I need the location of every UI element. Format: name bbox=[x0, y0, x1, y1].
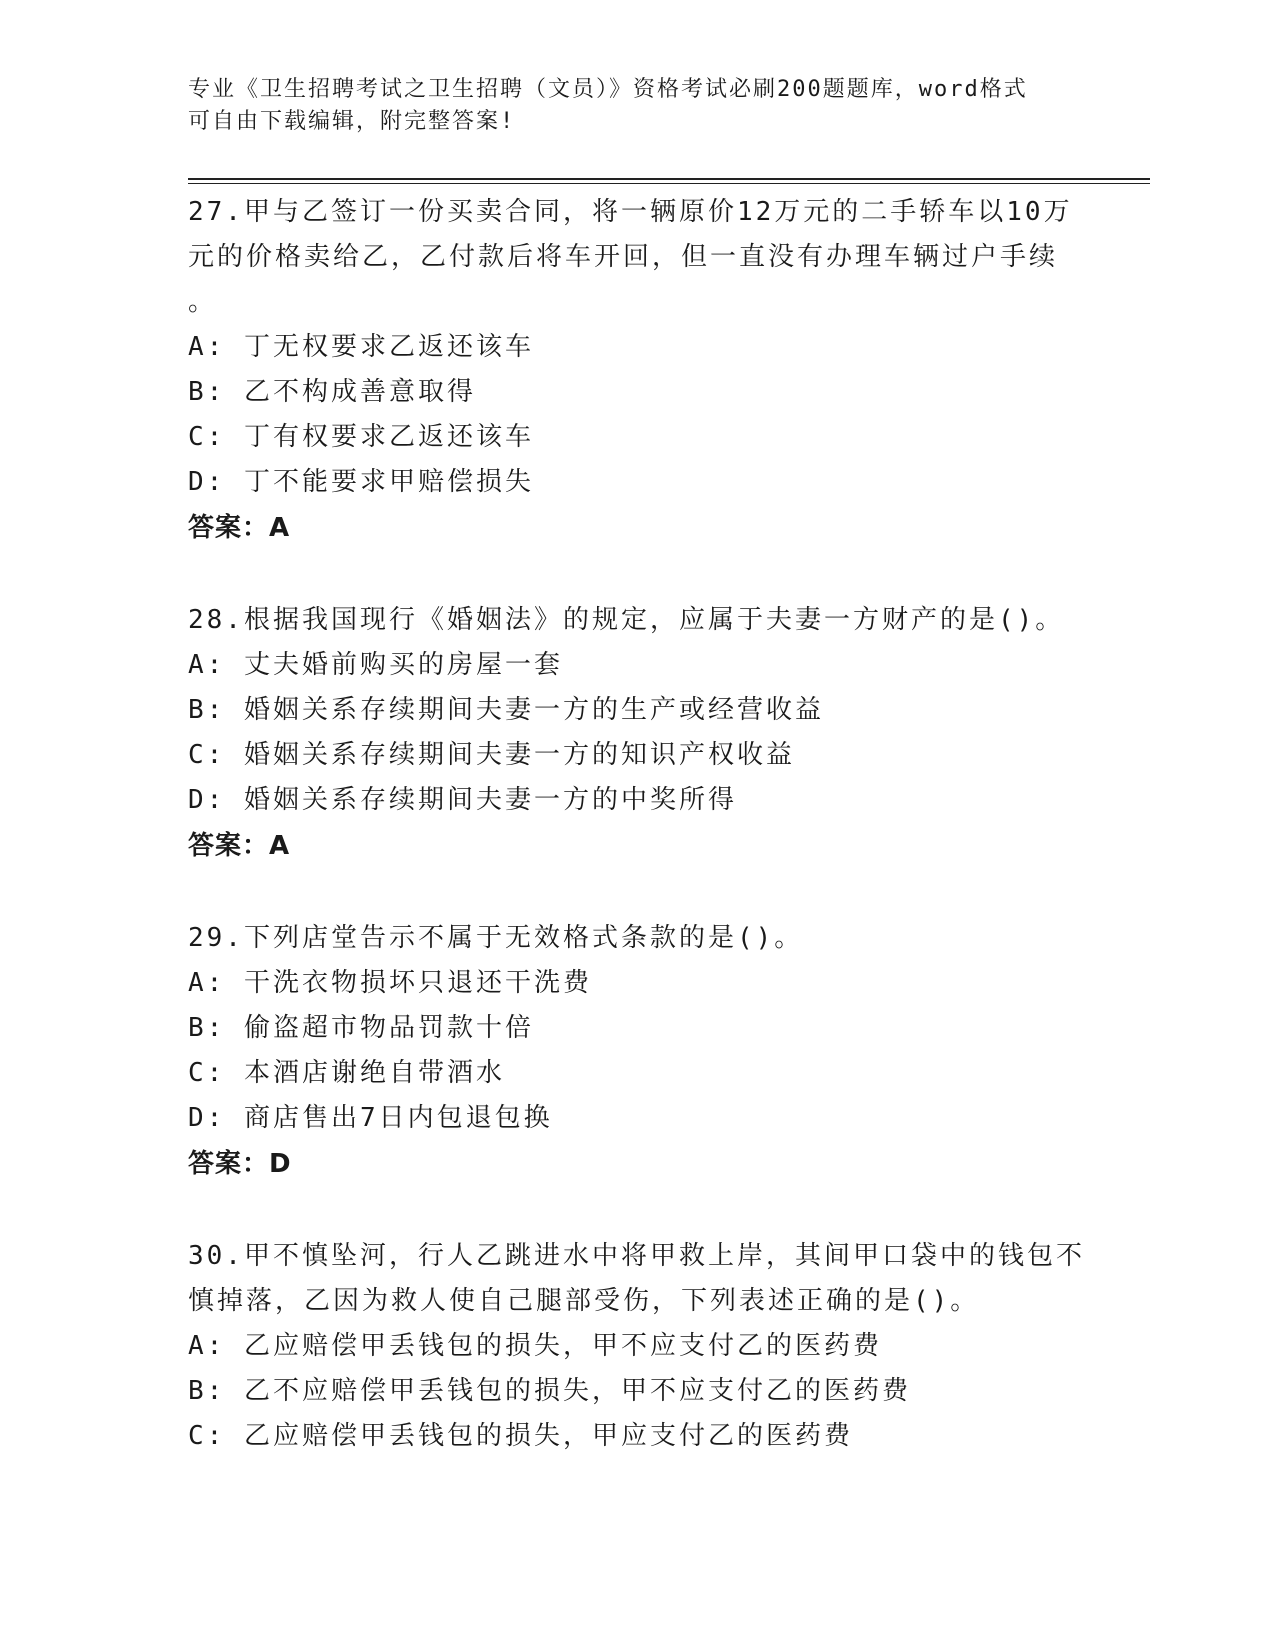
option-b: B: 婚姻关系存续期间夫妻一方的生产或经营收益 bbox=[188, 695, 824, 725]
option-d: D: 婚姻关系存续期间夫妻一方的中奖所得 bbox=[188, 785, 737, 815]
option-b: B: 乙不构成善意取得 bbox=[188, 377, 476, 407]
option-c: C: 丁有权要求乙返还该车 bbox=[188, 422, 534, 452]
question-28 bbox=[188, 598, 1088, 869]
question-stem-line: 27.甲与乙签订一份买卖合同，将一辆原价12万元的二手轿车以10万 bbox=[188, 197, 1073, 227]
question-stem-line: 30.甲不慎坠河，行人乙跳进水中将甲救上岸，其间甲口袋中的钱包不 bbox=[188, 1241, 1085, 1271]
answer-line: 答案：A bbox=[188, 831, 291, 861]
question-stem-line: 29.下列店堂告示不属于无效格式条款的是()。 bbox=[188, 923, 804, 953]
answer-line: 答案：D bbox=[188, 1149, 292, 1179]
option-a: A: 乙应赔偿甲丢钱包的损失，甲不应支付乙的医药费 bbox=[188, 1331, 882, 1361]
option-c: C: 乙应赔偿甲丢钱包的损失，甲应支付乙的医药费 bbox=[188, 1421, 853, 1451]
option-c: C: 本酒店谢绝自带酒水 bbox=[188, 1058, 505, 1088]
question-stem-line: 28.根据我国现行《婚姻法》的规定，应属于夫妻一方财产的是()。 bbox=[188, 605, 1065, 635]
header-divider-thick bbox=[188, 178, 1150, 180]
question-27 bbox=[188, 190, 1088, 551]
header-line-1: 专业《卫生招聘考试之卫生招聘（文员）》资格考试必刷200题题库，word格式 bbox=[188, 77, 1028, 102]
option-a: A: 丈夫婚前购买的房屋一套 bbox=[188, 650, 563, 680]
answer-line: 答案：A bbox=[188, 513, 291, 543]
option-a: A: 干洗衣物损坏只退还干洗费 bbox=[188, 968, 592, 998]
question-stem-line: 慎掉落，乙因为救人使自己腿部受伤，下列表述正确的是()。 bbox=[188, 1286, 980, 1316]
option-a: A: 丁无权要求乙返还该车 bbox=[188, 332, 534, 362]
option-d: D: 商店售出7日内包退包换 bbox=[188, 1103, 553, 1133]
question-29 bbox=[188, 916, 1088, 1187]
document-header bbox=[188, 74, 1068, 138]
header-divider-thin bbox=[188, 183, 1150, 184]
question-30 bbox=[188, 1234, 1088, 1459]
option-d: D: 丁不能要求甲赔偿损失 bbox=[188, 467, 534, 497]
header-line-2: 可自由下载编辑，附完整答案! bbox=[188, 109, 516, 134]
option-b: B: 乙不应赔偿甲丢钱包的损失，甲不应支付乙的医药费 bbox=[188, 1376, 911, 1406]
option-b: B: 偷盗超市物品罚款十倍 bbox=[188, 1013, 534, 1043]
option-c: C: 婚姻关系存续期间夫妻一方的知识产权收益 bbox=[188, 740, 795, 770]
question-stem-line: 。 bbox=[188, 287, 218, 317]
question-stem-line: 元的价格卖给乙，乙付款后将车开回，但一直没有办理车辆过户手续 bbox=[188, 242, 1059, 272]
